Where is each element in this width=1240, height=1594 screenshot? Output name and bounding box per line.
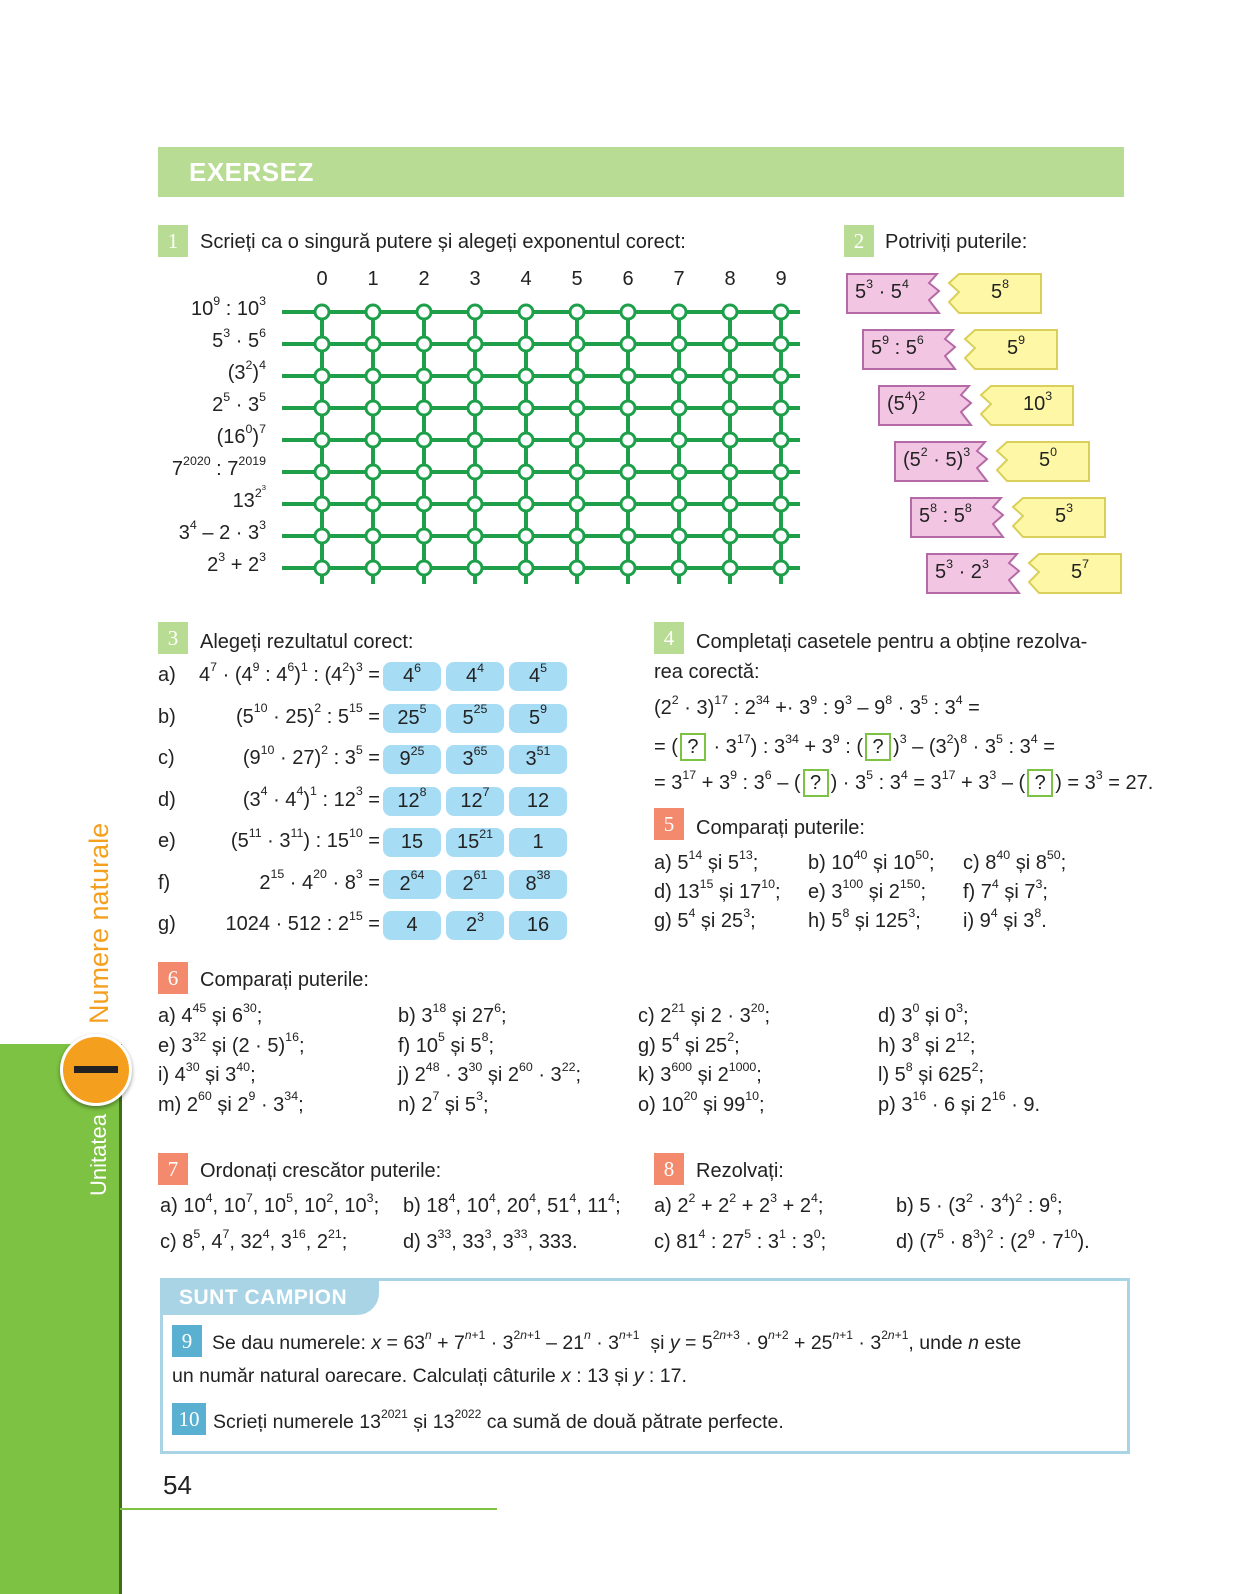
grid-node[interactable] [774, 497, 788, 511]
grid-node[interactable] [672, 369, 686, 383]
grid-node[interactable] [621, 433, 635, 447]
grid-node[interactable] [366, 337, 380, 351]
grid-node[interactable] [672, 433, 686, 447]
grid-node[interactable] [570, 433, 584, 447]
exercise-8-item-b: b) $5 \cdot (3^2 \cdot 3^4)^2$ : $9^6$; [896, 1190, 1063, 1217]
grid-node[interactable] [366, 401, 380, 415]
grid-node[interactable] [417, 529, 431, 543]
answer-option[interactable]: 1 [509, 828, 567, 857]
exercise-1-number: 1 [158, 225, 188, 257]
ex3-item-expression: $(5^{11} \cdot 3^{11})$ : $15^{10}$ = [230, 825, 380, 852]
grid-node[interactable] [468, 465, 482, 479]
ex6-item: j) $2^{48} \cdot 3^{30}$ și $2^{60} \cdot 3^{22}$; [398, 1059, 582, 1086]
exercise-7-number: 7 [158, 1153, 188, 1185]
answer-option[interactable]: $4^5$ [509, 662, 567, 691]
grid-node[interactable] [723, 337, 737, 351]
ex3-item-letter: f) [158, 871, 171, 894]
ex6-item: k) $3^{600}$ și $2^{1000}$; [638, 1059, 762, 1086]
ex6-item: c) $2^{21}$ și $2 \cdot 3^{20}$; [638, 1000, 771, 1027]
exercise-8-item-d: d) $(7^5 \cdot 8^3)^2$ : $(2^9 \cdot 7^{10})$. [896, 1226, 1090, 1253]
grid-node[interactable] [723, 497, 737, 511]
grid-node[interactable] [315, 529, 329, 543]
ex6-item: e) $3^{32}$ și $(2 \cdot 5)^{16}$; [158, 1030, 305, 1057]
ex3-item-expression: $(9^{10} \cdot 27)^2$ : $3^5$ = [242, 742, 380, 769]
unit-label: Unitatea [86, 1114, 111, 1196]
grid-node[interactable] [468, 305, 482, 319]
grid-node[interactable] [417, 401, 431, 415]
answer-option[interactable]: $15^{21}$ [446, 828, 504, 857]
grid-row-label: $13^{2^3}$ [232, 483, 266, 512]
match-right-label: $5^3$ [1055, 500, 1074, 527]
ex3-item-letter: d) [158, 788, 176, 811]
grid-node[interactable] [366, 305, 380, 319]
grid-node[interactable] [774, 465, 788, 479]
grid-node[interactable] [672, 337, 686, 351]
grid-node[interactable] [519, 369, 533, 383]
grid-col-label: 0 [316, 268, 328, 290]
answer-option[interactable]: $8^{38}$ [509, 870, 567, 899]
ex6-item: n) $2^7$ și $5^3$; [398, 1089, 489, 1116]
grid-node[interactable] [519, 497, 533, 511]
grid-node[interactable] [417, 497, 431, 511]
grid-col-label: 8 [724, 268, 736, 290]
exercise-7-item-d: d) $3^{33}$, $33^3$, $3^{33}$, 333. [403, 1226, 578, 1253]
ex3-item-expression: $4^7 \cdot (4^9$ : $4^6)^1$ : $(4^2)^3$ = [199, 659, 380, 686]
answer-option[interactable]: $2^3$ [446, 911, 504, 940]
grid-node[interactable] [570, 529, 584, 543]
ex5-item: f) $7^4$ și $7^3$; [963, 876, 1048, 903]
grid-node[interactable] [570, 561, 584, 575]
grid-row-label: $(3^2)^4$ [227, 357, 266, 384]
grid-node[interactable] [621, 401, 635, 415]
ex5-item: d) $13^{15}$ și $17^{10}$; [654, 876, 781, 903]
grid-node[interactable] [468, 337, 482, 351]
grid-node[interactable] [468, 497, 482, 511]
match-right-label: $5^9$ [1007, 332, 1026, 359]
grid-node[interactable] [570, 497, 584, 511]
answer-option[interactable]: $2^{61}$ [446, 870, 504, 899]
grid-node[interactable] [723, 529, 737, 543]
grid-col-label: 7 [673, 268, 685, 290]
grid-node[interactable] [468, 561, 482, 575]
ex6-item: o) $10^{20}$ și $99^{10}$; [638, 1089, 765, 1116]
grid-node[interactable] [519, 337, 533, 351]
answer-option[interactable]: 16 [509, 911, 567, 940]
campion-title-tab [163, 1281, 379, 1315]
grid-node[interactable] [417, 433, 431, 447]
exercise-7-text: Ordonați crescător puterile: [200, 1160, 442, 1182]
answer-option[interactable]: $12^8$ [383, 787, 441, 816]
grid-node[interactable] [519, 561, 533, 575]
chapter-title: Numere naturale [84, 822, 114, 1024]
exercise-9-line-2: un număr natural oarecare. Calculați câturile x : 13 și y : 17. [172, 1365, 687, 1387]
answer-option[interactable]: $3^{51}$ [509, 745, 567, 774]
grid-node[interactable] [570, 401, 584, 415]
grid-node[interactable] [519, 465, 533, 479]
match-left-label: $5^9$ : $5^6$ [871, 332, 924, 359]
grid-node[interactable] [468, 529, 482, 543]
ex3-item-expression: $(5^{10} \cdot 25)^2$ : $5^{15}$ = [235, 701, 380, 728]
grid-node[interactable] [366, 433, 380, 447]
answer-option[interactable]: 15 [383, 828, 441, 857]
grid-node[interactable] [315, 337, 329, 351]
match-left-label: $5^3 \cdot 2^3$ [935, 556, 989, 583]
grid-node[interactable] [366, 369, 380, 383]
ex3-item-letter: b) [158, 705, 176, 728]
grid-row-label: $5^3 \cdot 5^6$ [212, 325, 266, 352]
grid-row-label: $3^4 - 2 \cdot 3^3$ [178, 517, 266, 544]
grid-node[interactable] [315, 465, 329, 479]
grid-col-label: 5 [571, 268, 583, 290]
answer-option[interactable]: $4^6$ [383, 662, 441, 691]
grid-node[interactable] [672, 529, 686, 543]
answer-option[interactable]: $2^{64}$ [383, 870, 441, 899]
page-number: 54 [163, 1470, 192, 1500]
exercise-2-text: Potriviți puterile: [885, 231, 1028, 253]
grid-node[interactable] [570, 369, 584, 383]
ex6-item: b) $3^{18}$ și $27^6$; [398, 1000, 507, 1027]
grid-col-label: 9 [775, 268, 787, 290]
ex6-item: h) $3^8$ și $2^{12}$; [878, 1030, 976, 1057]
exercise-8-item-c: c) $81^4$ : $27^5$ : $3^1$ : $3^0$; [654, 1226, 827, 1253]
answer-option[interactable]: $3^{65}$ [446, 745, 504, 774]
exercise-6-text: Comparați puterile: [200, 969, 369, 991]
grid-row-label: $2^3 + 2^3$ [207, 549, 266, 576]
ex6-item: i) $4^{30}$ și $3^{40}$; [158, 1059, 256, 1086]
grid-node[interactable] [417, 465, 431, 479]
grid-node[interactable] [468, 433, 482, 447]
grid-row-label: $2^5 \cdot 3^5$ [212, 389, 266, 416]
answer-option[interactable]: $4^4$ [446, 662, 504, 691]
grid-node[interactable] [366, 529, 380, 543]
grid-node[interactable] [417, 337, 431, 351]
ex5-item: a) $5^{14}$ și $5^{13}$; [654, 847, 759, 874]
grid-row-label: $10^9$ : $10^3$ [191, 293, 266, 320]
grid-node[interactable] [774, 401, 788, 415]
exercise-4-line-1: $(2^2 \cdot 3)^{17}$ : $2^{34} +\cdot 3^9$ : $9^3 - 9^8 \cdot 3^5$ : $3^4$ = [654, 692, 980, 719]
grid-node[interactable] [774, 529, 788, 543]
match-left-label: $(5^2 \cdot 5)^3$ [903, 444, 971, 471]
exercise-4-line-2[interactable]: = ( ? · $3^{17}$) : $3^{34} + 3^9$ : ( ? )$^3 - (3^2)^8 \cdot 3^5$ : $3^4$ = [654, 733, 1055, 761]
exercise-10-text: Scrieți numerele $13^{2021}$ și $13^{2022}$ ca sumă de două pătrate perfecte. [213, 1407, 784, 1433]
exercise-4-text-1: Completați casetele pentru a obține rezolva- [696, 631, 1088, 653]
match-right-label: $5^7$ [1071, 556, 1090, 583]
match-right-label: $5^8$ [991, 276, 1010, 303]
ex6-item: g) $5^4$ și $25^2$; [638, 1030, 740, 1057]
ex5-item: e) $3^{100}$ și $2^{150}$; [808, 876, 927, 903]
ex5-item: c) $8^{40}$ și $8^{50}$; [963, 847, 1067, 874]
exercise-4-line-3[interactable]: = $3^{17} + 3^9$ : $3^6$ – ( ? ) · $3^5$ : $3^4 = 3^{17} + 3^3$ – ( ? ) = $3^3 = 27$. [654, 769, 1153, 797]
grid-node[interactable] [774, 305, 788, 319]
exercise-9-number: 9 [172, 1325, 202, 1357]
grid-node[interactable] [672, 465, 686, 479]
grid-node[interactable] [315, 401, 329, 415]
answer-option[interactable]: $25^5$ [383, 704, 441, 733]
grid-node[interactable] [570, 305, 584, 319]
ex3-item-expression: $2^{15} \cdot 4^{20} \cdot 8^3$ = [259, 867, 380, 894]
grid-node[interactable] [774, 433, 788, 447]
exercise-9-line-1: Se dau numerele: $x = 63^n + 7^{n+1} \cdot 3^{2n+1} - 21^n \cdot 3^{n+1}$ și $y = 5^{2n+3} \cdot 9^{n+2} + 25^{n+1} \cdot 3^{2n+1}$, unde n este [212, 1328, 1022, 1354]
exercise-4-text-2: rea corectă: [654, 661, 760, 683]
match-right-label: $10^3$ [1023, 388, 1053, 415]
ex3-item-expression: $(3^4 \cdot 4^4)^1$ : $12^3$ = [242, 784, 380, 811]
exercise-1-text: Scrieți ca o singură putere și alegeți exponentul corect: [200, 231, 686, 253]
match-left-label: $5^3 \cdot 5^4$ [855, 276, 909, 303]
ex5-item: i) $9^4$ și $3^8$. [963, 905, 1047, 932]
answer-option[interactable]: $9^{25}$ [383, 745, 441, 774]
exercise-7-item-a: a) $10^4$, $10^7$, $10^5$, $10^2$, $10^3$; [160, 1190, 380, 1217]
grid-node[interactable] [417, 369, 431, 383]
grid-node[interactable] [417, 561, 431, 575]
grid-node[interactable] [417, 305, 431, 319]
exercise-5-text: Comparați puterile: [696, 817, 865, 839]
exercise-8-number: 8 [654, 1153, 684, 1185]
grid-node[interactable] [621, 337, 635, 351]
grid-node[interactable] [621, 529, 635, 543]
ex6-item: m) $2^{60}$ și $2^9 \cdot 3^{34}$; [158, 1089, 304, 1116]
grid-node[interactable] [366, 465, 380, 479]
grid-col-label: 6 [622, 268, 634, 290]
grid-row-label: $7^{2020}$ : $7^{2019}$ [171, 453, 266, 480]
answer-option[interactable]: $5^{25}$ [446, 704, 504, 733]
exercise-3-text: Alegeți rezultatul corect: [200, 631, 414, 653]
exercise-4-number: 4 [654, 622, 684, 654]
grid-node[interactable] [519, 305, 533, 319]
grid-node[interactable] [315, 561, 329, 575]
grid-node[interactable] [621, 497, 635, 511]
section-title: EXERSEZ [189, 157, 314, 187]
ex5-item: b) $10^{40}$ și $10^{50}$; [808, 847, 935, 874]
grid-node[interactable] [672, 561, 686, 575]
ex3-item-letter: c) [158, 747, 175, 769]
ex5-item: h) $5^8$ și $125^3$; [808, 905, 921, 932]
grid-node[interactable] [774, 561, 788, 575]
exercise-7-item-c: c) $8^5$, $4^7$, $32^4$, $3^{16}$, $2^{21}$; [160, 1226, 348, 1253]
ex5-item: g) $5^4$ și $25^3$; [654, 905, 756, 932]
grid-node[interactable] [366, 497, 380, 511]
grid-col-label: 4 [520, 268, 532, 290]
grid-node[interactable] [723, 433, 737, 447]
grid-node[interactable] [621, 561, 635, 575]
section-header [158, 147, 1124, 197]
grid-col-label: 2 [418, 268, 430, 290]
match-left-label: $(5^4)^2$ [887, 388, 926, 415]
grid-node[interactable] [366, 561, 380, 575]
grid-node[interactable] [570, 465, 584, 479]
grid-node[interactable] [621, 305, 635, 319]
ex3-item-letter: e) [158, 830, 176, 852]
campion-title: SUNT CAMPION [179, 1286, 348, 1309]
grid-node[interactable] [519, 433, 533, 447]
ex3-item-expression: 1024 · 512 : $2^{15}$ = [225, 908, 380, 935]
grid-node[interactable] [570, 337, 584, 351]
grid-node[interactable] [774, 369, 788, 383]
exercise-6-number: 6 [158, 962, 188, 994]
exercise-2-number: 2 [844, 225, 874, 257]
exercise-3-number: 3 [158, 622, 188, 654]
grid-row-label: $(16^0)^7$ [216, 421, 266, 448]
answer-option[interactable]: 4 [383, 911, 441, 940]
ex6-item: a) $4^{45}$ și $6^{30}$; [158, 1000, 263, 1027]
exercise-8-item-a: a) $2^2 + 2^2 + 2^3 + 2^4$; [654, 1190, 824, 1217]
grid-node[interactable] [315, 433, 329, 447]
grid-node[interactable] [723, 305, 737, 319]
grid-node[interactable] [723, 561, 737, 575]
grid-node[interactable] [315, 497, 329, 511]
answer-option[interactable]: 12 [509, 787, 567, 816]
exercise-8-text: Rezolvați: [696, 1160, 784, 1182]
ex6-item: p) $3^{16} \cdot 6$ și $2^{16} \cdot 9$. [878, 1089, 1041, 1116]
grid-node[interactable] [519, 529, 533, 543]
ex3-item-letter: a) [158, 664, 176, 686]
grid-node[interactable] [672, 401, 686, 415]
ex6-item: f) $10^5$ și $5^8$; [398, 1030, 495, 1057]
grid-node[interactable] [723, 465, 737, 479]
grid-node[interactable] [468, 401, 482, 415]
grid-node[interactable] [468, 369, 482, 383]
ex6-item: l) $5^8$ și $625^2$; [878, 1059, 985, 1086]
unit-roman-numeral [74, 1066, 118, 1073]
grid-node[interactable] [774, 337, 788, 351]
exercise-10-number: 10 [172, 1403, 206, 1435]
grid-node[interactable] [723, 369, 737, 383]
footer-rule [120, 1508, 497, 1510]
unit-badge [60, 1034, 132, 1106]
grid-node[interactable] [315, 369, 329, 383]
grid-col-label: 1 [367, 268, 379, 290]
grid-node[interactable] [672, 497, 686, 511]
grid-node[interactable] [621, 369, 635, 383]
answer-option[interactable]: $5^9$ [509, 704, 567, 733]
ex6-item: d) $3^0$ și $0^3$; [878, 1000, 969, 1027]
grid-node[interactable] [621, 465, 635, 479]
grid-node[interactable] [519, 401, 533, 415]
answer-option[interactable]: $12^7$ [446, 787, 504, 816]
sidebar-edge [119, 1044, 122, 1594]
ex3-item-letter: g) [158, 913, 176, 935]
grid-node[interactable] [672, 305, 686, 319]
match-left-label: $5^8$ : $5^8$ [919, 500, 972, 527]
exercise-7-item-b: b) $18^4$, $10^4$, $20^4$, $51^4$, $11^4$; [403, 1190, 621, 1217]
grid-col-label: 3 [469, 268, 481, 290]
match-right-label: $5^0$ [1039, 444, 1058, 471]
grid-node[interactable] [723, 401, 737, 415]
grid-node[interactable] [315, 305, 329, 319]
exercise-5-number: 5 [654, 808, 684, 840]
